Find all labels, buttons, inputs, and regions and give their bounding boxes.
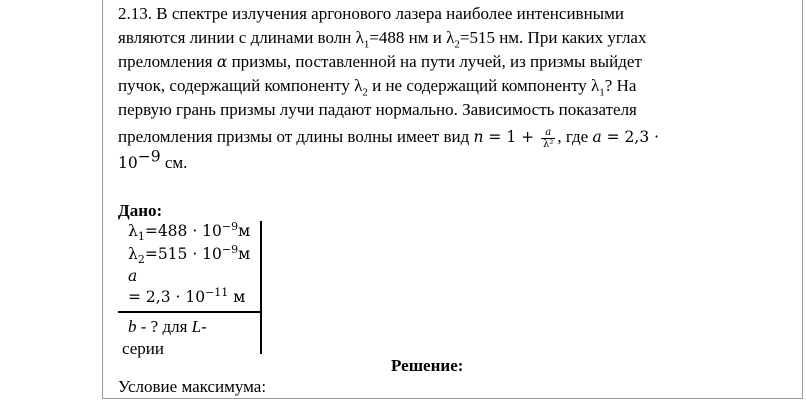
- subscript: 2: [362, 86, 368, 99]
- given-block: [118, 219, 261, 358]
- given-a-value: [128, 285, 246, 306]
- lambda-symbol: λ: [128, 222, 138, 240]
- formula-value: = 2,3 ·: [601, 128, 660, 146]
- formula-fraction: [541, 127, 555, 150]
- problem-line-2: [118, 26, 783, 50]
- subscript: 2: [454, 38, 460, 51]
- given-unknown: [128, 317, 207, 337]
- problem-text: преломления призмы от длины волны имеет вид: [118, 127, 474, 146]
- problem-line-5: [118, 98, 783, 122]
- given-value: =488 · 10: [144, 222, 222, 240]
- unknown-l: L: [191, 317, 202, 336]
- alpha-symbol: α: [216, 53, 228, 71]
- unit: м: [238, 245, 251, 263]
- unit: м: [228, 288, 246, 306]
- problem-text: первую грань призмы лучи падают нормально. Зависимость показателя: [118, 100, 637, 119]
- lambda-symbol: λ: [128, 245, 138, 263]
- problem-text: =515 нм. При каких углах: [459, 28, 647, 47]
- problem-text: см.: [160, 153, 188, 172]
- problem-text: ? На: [604, 76, 637, 95]
- solution-condition: Условие максимума:: [118, 377, 267, 396]
- problem-text: преломления: [118, 52, 217, 71]
- problem-text: , где: [557, 127, 593, 146]
- problem-text: 2.13. В спектре излучения аргонового лазера наиболее интенсивными: [118, 4, 624, 23]
- fraction-numerator: a: [541, 127, 555, 139]
- problem-text: и не содержащий компоненту λ: [367, 76, 600, 95]
- solution-title: Решение:: [391, 356, 464, 375]
- exponent: −9: [221, 242, 239, 256]
- formula-value: 10: [118, 154, 138, 172]
- subscript: 2: [137, 253, 145, 267]
- unit: м: [238, 222, 251, 240]
- subscript: 1: [137, 230, 145, 244]
- problem-line-1: [118, 2, 783, 26]
- unknown-text: -: [201, 317, 207, 336]
- unknown-text: - ? для: [136, 317, 192, 336]
- formula-eq: = 1 +: [483, 128, 540, 146]
- given-lambda2: [128, 242, 251, 267]
- problem-line-4: [118, 74, 783, 98]
- given-vertical-rule: [260, 221, 262, 354]
- problem-line-6: [118, 122, 783, 151]
- given-value: =515 · 10: [144, 245, 222, 263]
- problem-text: призмы, поставленной на пути лучей, из призмы выйдет: [227, 52, 642, 71]
- fraction-denominator: λ²: [543, 138, 554, 150]
- given-value: = 2,3 · 10: [128, 288, 206, 306]
- given-title: Дано:: [118, 201, 163, 220]
- problem-text: являются линии с длинами волн λ: [118, 28, 364, 47]
- problem-text: =488 нм и λ: [369, 28, 455, 47]
- problem-statement: [118, 2, 783, 175]
- exponent: −9: [221, 219, 239, 233]
- unknown-b: b: [128, 317, 137, 336]
- problem-text: пучок, содержащий компоненту λ: [118, 76, 363, 95]
- problem-line-3: [118, 50, 783, 74]
- given-unknown-cont: серии: [122, 339, 164, 358]
- subscript: 1: [363, 38, 370, 51]
- formula-n: n: [473, 128, 484, 146]
- given-horizontal-rule: [118, 311, 262, 313]
- exponent: −9: [137, 147, 161, 166]
- given-a-label: a: [128, 267, 138, 285]
- problem-line-7: [118, 147, 783, 175]
- exponent: −11: [205, 285, 229, 299]
- subscript: 1: [599, 86, 605, 99]
- formula-a: a: [592, 128, 602, 146]
- given-lambda1: [128, 219, 251, 244]
